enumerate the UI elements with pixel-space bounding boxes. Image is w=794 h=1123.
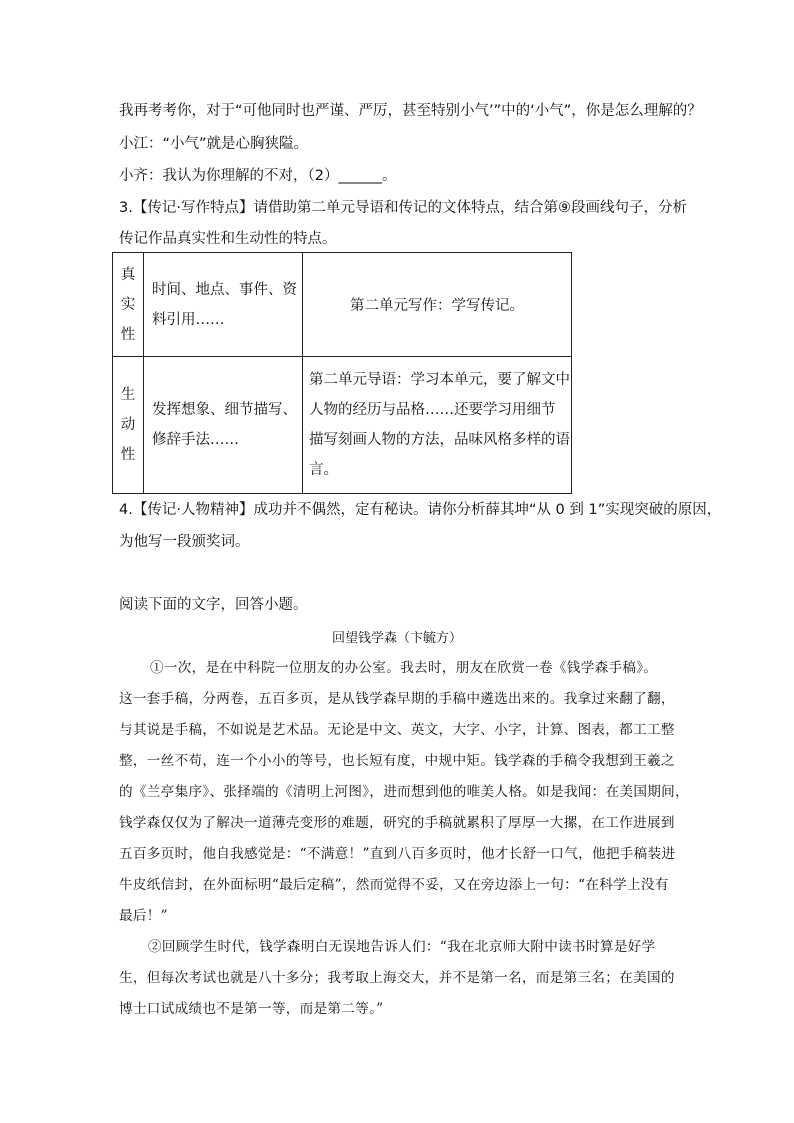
passage-line: ②回顾学生时代，钱学森明白无误地告诉人们：“我在北京师大附中读书时算是好学 — [148, 939, 656, 955]
question-3-line: 3.【传记·写作特点】请借助第二单元导语和传记的文体特点，结合第⑨段画线句子，分析 — [119, 200, 687, 216]
passage-line: ①一次，是在中科院一位朋友的办公室。我去时，朋友在欣赏一卷《钱学森手稿》。 — [150, 660, 658, 676]
passage-title: 回望钱学森（卞毓方） — [331, 631, 462, 646]
table-cell: 第二单元导语：学习本单元，要了解文中 人物的经历与品格……还要学习用细节 描写刻画人物的方法，品味风格多样的语 言。 — [303, 357, 572, 494]
text-line: 小江：“小气”就是心胸狭隘。 — [119, 136, 309, 152]
passage-line: 整，一丝不苟，连一个小小的等号，也长短有度，中规中矩。钱学森的手稿令我想到王羲之 — [119, 753, 675, 769]
question-3-table — [112, 252, 572, 494]
table-cell: 发挥想象、细节描写、 修辞手法…… — [144, 357, 303, 494]
passage-line: 钱学森仅仅为了解决一道薄壳变形的难题，研究的手稿就累积了厚厚一大摞，在工作进展到 — [119, 815, 675, 831]
table-row — [113, 253, 572, 357]
question-4-line: 为他写一段颁奖词。 — [119, 534, 250, 550]
reading-prompt: 阅读下面的文字，回答小题。 — [119, 597, 308, 613]
passage-line: 博士口试成绩也不是第一等，而是第二等。” — [119, 1001, 384, 1017]
table-row — [113, 357, 572, 494]
question-3-line: 传记作品真实性和生动性的特点。 — [119, 231, 337, 247]
passage-line: 生，但每次考试也就是八十多分；我考取上海交大，并不是第一名，而是第三名；在美国的 — [119, 970, 675, 986]
table-cell: 第二单元写作：学写传记。 — [303, 253, 572, 357]
text-line: 我再考考你，对于“可他同时也严谨、严厉，甚至特别小气’”中的‘小气”，你是怎么理解的？ — [119, 103, 702, 119]
text-line: 小齐：我认为你理解的不对，（2）______。 — [119, 168, 397, 184]
passage-line: 的《兰亭集序》、张择端的《清明上河图》，进而想到他的唯美人格。如是我闻：在美国期间， — [119, 784, 689, 800]
passage-line: 这一套手稿，分两卷，五百多页，是从钱学森早期的手稿中遴选出来的。我拿过来翻了翻， — [119, 691, 675, 707]
row-head-authenticity: 真 实 性 — [113, 253, 144, 357]
table-cell: 时间、地点、事件、资 料引用…… — [144, 253, 303, 357]
question-4-line: 4.【传记·人物精神】成功并不偶然，定有秘诀。请你分析薛其坤“从 0 到 1”实现突破的原因， — [119, 502, 722, 518]
row-head-vividness: 生 动 性 — [113, 357, 144, 494]
passage-line: 与其说是手稿，不如说是艺术品。无论是中文、英文，大字、小字，计算、图表，都工工整 — [119, 722, 675, 738]
passage-line: 五百多页时，他自我感觉是：“不满意！”直到八百多页时，他才长舒一口气，他把手稿装进 — [119, 846, 676, 862]
passage-line: 牛皮纸信封，在外面标明“最后定稿”，然而觉得不妥，又在旁边添上一句：“在科学上没有 — [119, 877, 669, 893]
passage-line: 最后！” — [119, 908, 168, 924]
